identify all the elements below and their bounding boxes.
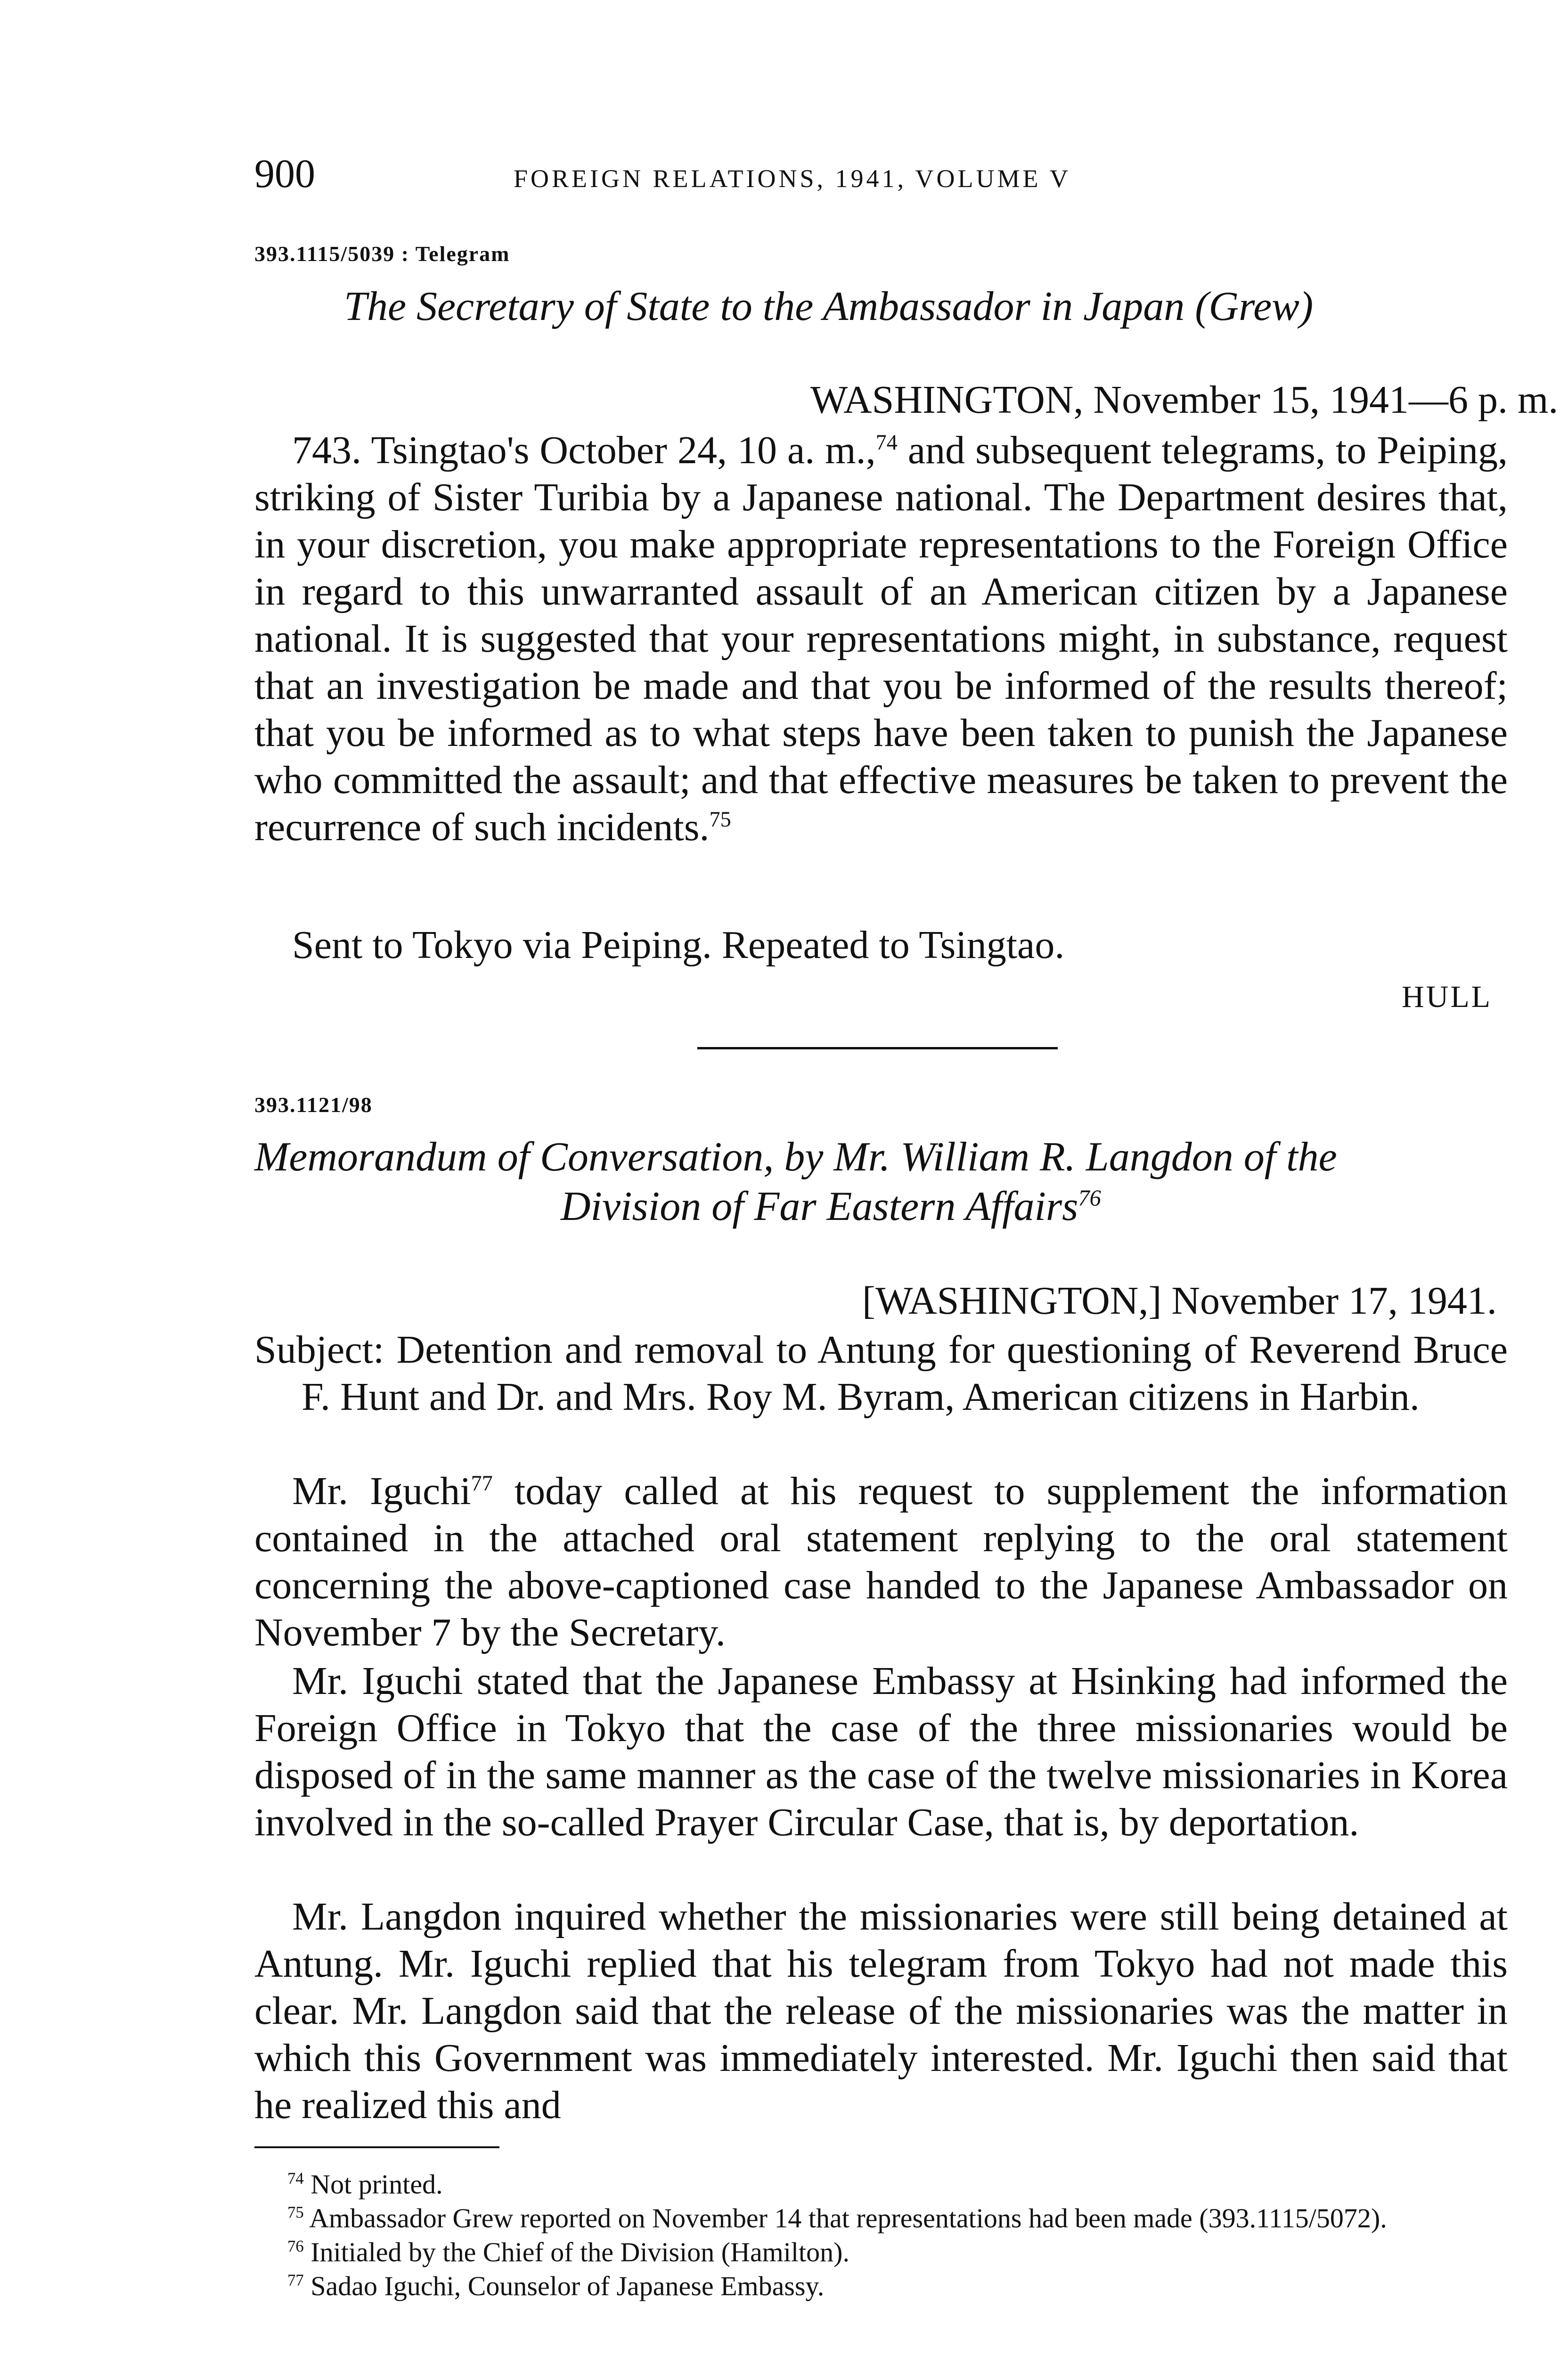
footnote-76: $^{76}$ Initialed by the Chief of the Division (Hamilton).: [287, 2237, 849, 2267]
memo-paragraph-3: Mr. Langdon inquired whether the missionaries were still being detained at Antung. Mr. Iguchi replied that his telegram from Tokyo had not made this clear. Mr. Langdon said that the release of the missionaries was the matter in which this Government was immediately interested. Mr. Iguchi then said that he realized this and: [254, 1895, 1508, 2127]
memo-subject: Subject: Detention and removal to Antung for questioning of Reverend Bruce F. Hunt and Dr. and Mrs. Roy M. Byram, American citizens in Harbin.: [254, 1328, 1508, 1419]
signature: HULL: [1402, 980, 1492, 1014]
document-title-2-line2: Division of Far Eastern Affairs$^{76}$: [561, 1184, 1101, 1229]
running-head: FOREIGN RELATIONS, 1941, VOLUME V: [514, 164, 1071, 193]
file-reference-2: 393.1121/98: [254, 1093, 373, 1117]
document-title-1: The Secretary of State to the Ambassador in Japan (Grew): [344, 284, 1314, 329]
file-reference-1: 393.1115/5039 : Telegram: [254, 242, 510, 266]
dateline-2: [WASHINGTON,] November 17, 1941.: [862, 1279, 1497, 1323]
telegram-routing: Sent to Tokyo via Peiping. Repeated to Tsingtao.: [292, 923, 1065, 967]
document-title-2-line1: Memorandum of Conversation, by Mr. William R. Langdon of the: [254, 1134, 1337, 1180]
footnote-75: $^{75}$ Ambassador Grew reported on November 14 that representations had been made (393.1115/5072).: [287, 2203, 1387, 2233]
memo-paragraph-1: Mr. Iguchi$^{77}$ today called at his request to supplement the information contained in the attached oral statement replying to the oral statement concerning the above-captioned case handed to the Japanese Ambassador on November 7 by the Secretary.: [254, 1469, 1508, 1654]
memo-paragraph-2: Mr. Iguchi stated that the Japanese Embassy at Hsinking had informed the Foreign Office in Tokyo that the case of the three missionaries would be disposed of in the same manner as the case of the twelve missionaries in Korea involved in the so-called Prayer Circular Case, that is, by deportation.: [254, 1659, 1508, 1844]
telegram-body: 743. Tsingtao's October 24, 10 a. m.,$^{74}$ and subsequent telegrams, to Peiping, striking of Sister Turibia by a Japanese national. The Department desires that, in your discretion, you make appropriate representations to the Foreign Office in regard to this unwarranted assault of an American citizen by a Japanese national. It is suggested that your representations might, in substance, request that an investigation be made and that you be informed of the results thereof; that you be informed as to what steps have been taken to punish the Japanese who committed the assault; and that effective measures be taken to prevent the recurrence of such incidents.$^{75}$: [254, 428, 1508, 849]
footnote-ref-74: 74: [875, 430, 898, 454]
footnote-ref-77: 77: [471, 1471, 493, 1495]
footnote-74: $^{74}$ Not printed.: [287, 2169, 443, 2200]
page-number: 900: [254, 151, 315, 196]
footnote-ref-75: 75: [709, 807, 731, 831]
footnote-77: $^{77}$ Sadao Iguchi, Counselor of Japanese Embassy.: [287, 2271, 825, 2301]
footnote-ref-76: 76: [1078, 1186, 1101, 1211]
footnote-rule: [254, 2146, 499, 2148]
section-divider: [697, 1047, 1058, 1049]
footnotes: [254, 2168, 1508, 2303]
dateline-1: WASHINGTON, November 15, 1941—6 p. m.: [810, 378, 1559, 422]
